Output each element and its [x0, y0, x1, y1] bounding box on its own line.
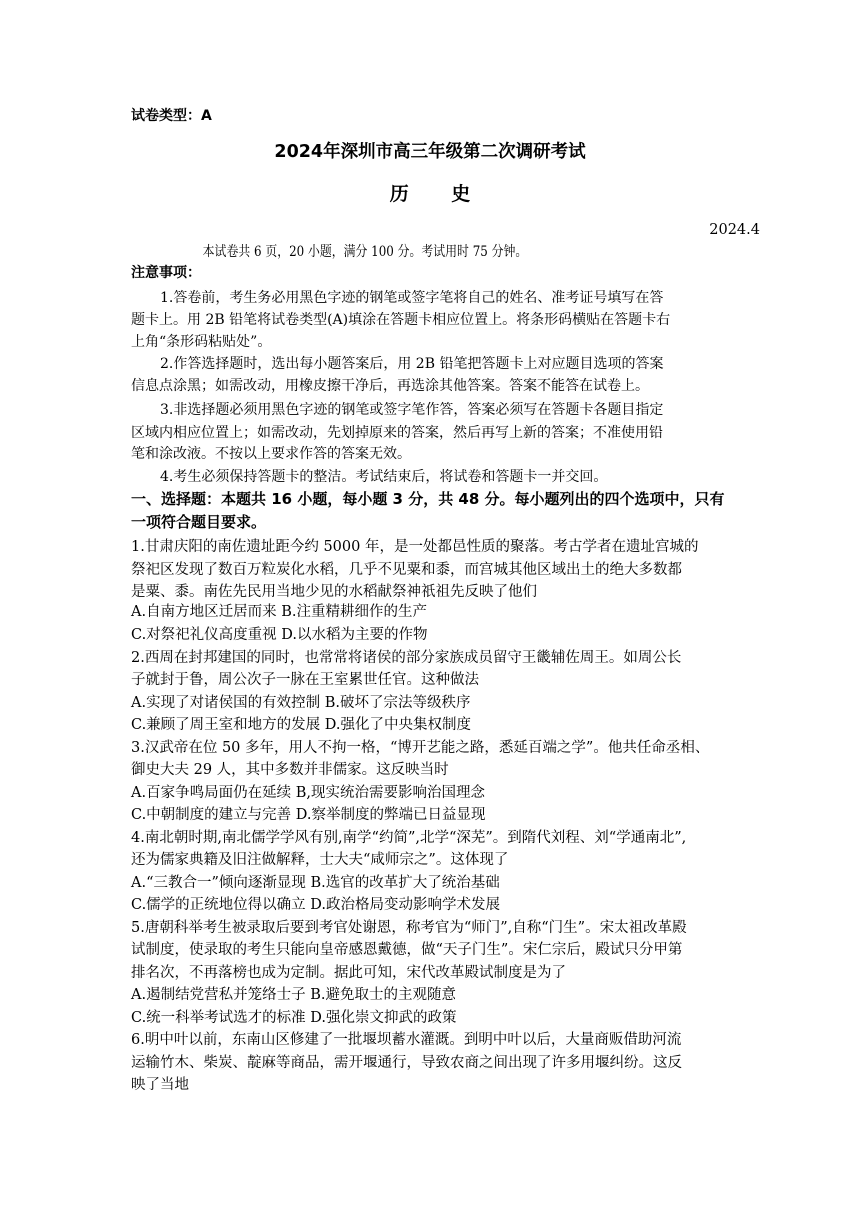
notice-line: 区域内相应位置上；如需改动，先划掉原来的答案，然后再写上新的答案；不准使用铅	[131, 425, 663, 441]
question-line: 御史大夫 29 人，其中多数并非儒家。这反映当时	[131, 762, 449, 778]
question-line: 4.南北朝时期,南北儒学学风有别,南学“约简”,北学“深芜”。到隋代刘程、刘“学通南北”,	[131, 830, 687, 846]
notice-heading: 注意事项：	[131, 265, 201, 281]
exam-title: 2024年深圳市高三年级第二次调研考试	[274, 142, 586, 162]
question-line: 祭祀区发现了数百万粒炭化水稻，几乎不见粟和黍，而宫城其他区域出土的绝大多数都	[131, 562, 682, 578]
notice-line: 2.作答选择题时，选出每小题答案后，用 2B 铅笔把答题卡上对应题目选项的答案	[160, 356, 664, 372]
question-line: 试制度，使录取的考生只能向皇帝感恩戴德，做“天子门生”。宋仁宗后，殿试只分甲第	[131, 942, 683, 958]
notice-line: 4.考生必须保持答题卡的整洁。考试结束后，将试卷和答题卡一并交回。	[160, 469, 608, 485]
notice-line: 信息点涂黑；如需改动，用橡皮擦干净后，再选涂其他答案。答案不能答在试卷上。	[131, 378, 649, 394]
exam-intro: 本试卷共 6 页，20 小题，满分 100 分。考试用时 75 分钟。	[202, 244, 528, 260]
exam-date: 2024.4	[709, 222, 760, 238]
section-heading: 一、选择题：本题共 16 小题，每小题 3 分，共 48 分。每小题列出的四个选项中，只有	[131, 490, 725, 508]
question-line: 2.西周在封邦建国的同时，也常常将诸侯的部分家族成员留守王畿辅佐周王。如周公长	[131, 650, 682, 666]
question-line: 3.汉武帝在位 50 多年，用人不拘一格，“博开艺能之路，悉延百端之学”。他共任命丞相、	[131, 740, 710, 756]
question-option-line: C.对祭祀礼仪高度重视 D.以水稻为主要的作物	[131, 627, 428, 643]
notice-line: 上角“条形码粘贴处”。	[131, 334, 272, 350]
question-line: 运输竹木、柴炭、靛麻等商品，需开堰通行，导致农商之间出现了许多用堰纠纷。这反	[131, 1055, 682, 1071]
question-option-line: A.遏制结党营私并笼络士子 B.避免取士的主观随意	[131, 987, 456, 1003]
question-option-line: A.实现了对诸侯国的有效控制 B.破坏了宗法等级秩序	[131, 695, 471, 711]
subject-heading: 历 史	[389, 183, 489, 205]
paper-type: 试卷类型：A	[131, 108, 212, 124]
question-option-line: A.“三教合一”倾向逐渐显现 B.选官的改革扩大了统治基础	[131, 875, 500, 891]
question-option-line: C.统一科举考试选才的标准 D.强化崇文抑武的政策	[131, 1010, 457, 1026]
question-line: 1.甘肃庆阳的南佐遗址距今约 5000 年，是一处都邑性质的聚落。考古学者在遗址宫城的	[131, 539, 699, 555]
notice-line: 1.答卷前，考生务必用黑色字迹的钢笔或签字笔将自己的姓名、准考证号填写在答	[160, 290, 664, 306]
question-option-line: C.中朝制度的建立与完善 D.察举制度的弊端已日益显现	[131, 807, 486, 823]
question-option-line: C.兼顾了周王室和地方的发展 D.强化了中央集权制度	[131, 717, 472, 733]
question-line: 映了当地	[131, 1077, 189, 1093]
question-line: 子就封于鲁，周公次子一脉在王室累世任官。这种做法	[131, 672, 479, 688]
notice-line: 题卡上。用 2B 铅笔将试卷类型(A)填涂在答题卡相应位置上。将条形码横贴在答题卡右	[131, 312, 671, 328]
section-heading: 一项符合题目要求。	[131, 513, 267, 531]
question-option-line: A.百家争鸣局面仍在延续 B,现实统治需要影响治国理念	[131, 785, 485, 801]
question-option-line: A.自南方地区迁居而来 B.注重精耕细作的生产	[131, 604, 427, 620]
question-line: 还为儒家典籍及旧注做解释，士大夫“咸师宗之”。这体现了	[131, 852, 509, 868]
question-line: 是粟、黍。南佐先民用当地少见的水稻献祭神祇祖先反映了他们	[131, 584, 537, 600]
question-line: 6.明中叶以前，东南山区修建了一批堰坝蓄水灌溉。到明中叶以后，大量商贩借助河流	[131, 1032, 682, 1048]
question-line: 5.唐朝科举考生被录取后要到考官处谢恩，称考官为“师门”,自称“门生”。宋太祖改革殿	[131, 920, 687, 936]
question-option-line: C.儒学的正统地位得以确立 D.政治格局变动影响学术发展	[131, 897, 501, 913]
notice-line: 笔和涂改液。不按以上要求作答的答案无效。	[131, 446, 411, 462]
question-line: 排名次，不再落榜也成为定制。据此可知，宋代改革殿试制度是为了	[131, 965, 566, 981]
notice-line: 3.非选择题必须用黑色字迹的钢笔或签字笔作答，答案必须写在答题卡各题目指定	[160, 402, 664, 418]
